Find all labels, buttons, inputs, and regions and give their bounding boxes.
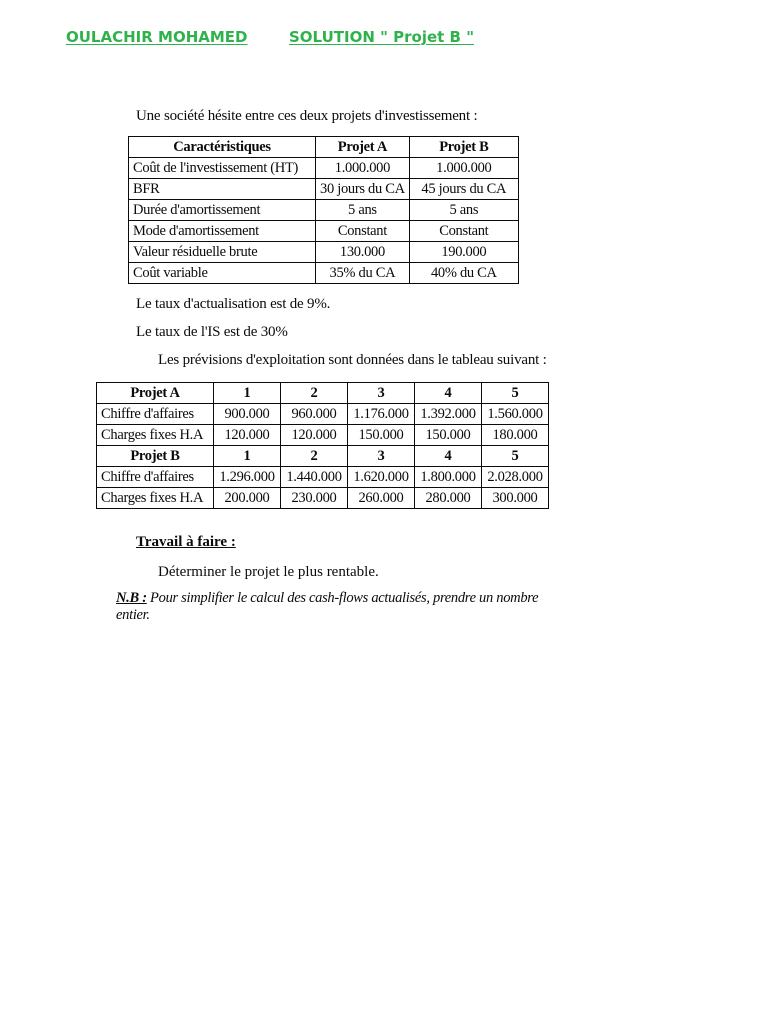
table-cell: 40% du CA bbox=[409, 263, 518, 284]
table-cell: 1.440.000 bbox=[281, 467, 348, 488]
table-cell: Chiffre d'affaires bbox=[97, 404, 214, 425]
todo-title: Travail à faire : bbox=[136, 534, 236, 550]
table-cell: 300.000 bbox=[482, 488, 549, 509]
scanned-exercise bbox=[90, 100, 570, 623]
table-cell: Projet A bbox=[316, 137, 410, 158]
table-cell: 120.000 bbox=[281, 425, 348, 446]
table-cell: Durée d'amortissement bbox=[129, 200, 316, 221]
table-row bbox=[97, 425, 549, 446]
table-cell: 4 bbox=[415, 383, 482, 404]
forecast-table bbox=[96, 382, 549, 509]
table-cell: 230.000 bbox=[281, 488, 348, 509]
table-cell: 1 bbox=[214, 383, 281, 404]
table-cell: 5 ans bbox=[409, 200, 518, 221]
tax-rate-text: Le taux de l'IS est de 30% bbox=[136, 324, 288, 340]
table-cell: Coût variable bbox=[129, 263, 316, 284]
table-cell: 3 bbox=[348, 446, 415, 467]
table-cell: 30 jours du CA bbox=[316, 179, 410, 200]
table-row bbox=[97, 404, 549, 425]
table-cell: Projet A bbox=[97, 383, 214, 404]
table-cell: 130.000 bbox=[316, 242, 410, 263]
table-row bbox=[129, 242, 519, 263]
table-cell: 900.000 bbox=[214, 404, 281, 425]
table-cell: 1.176.000 bbox=[348, 404, 415, 425]
table-cell: Chiffre d'affaires bbox=[97, 467, 214, 488]
nb-label: N.B : bbox=[116, 590, 147, 606]
table-cell: Caractéristiques bbox=[129, 137, 316, 158]
table-cell: 1 bbox=[214, 446, 281, 467]
table-cell: 150.000 bbox=[415, 425, 482, 446]
forecast-intro-text: Les prévisions d'exploitation sont données dans le tableau suivant : bbox=[158, 352, 547, 368]
table-row bbox=[129, 179, 519, 200]
table-cell: 4 bbox=[415, 446, 482, 467]
table-row bbox=[129, 158, 519, 179]
table-cell: Constant bbox=[316, 221, 410, 242]
table-cell: 1.296.000 bbox=[214, 467, 281, 488]
table-cell: 1.620.000 bbox=[348, 467, 415, 488]
table-cell: 260.000 bbox=[348, 488, 415, 509]
table-cell: Charges fixes H.A bbox=[97, 425, 214, 446]
table-cell: 180.000 bbox=[482, 425, 549, 446]
table-cell: 1.560.000 bbox=[482, 404, 549, 425]
table-cell: 190.000 bbox=[409, 242, 518, 263]
table-cell: Coût de l'investissement (HT) bbox=[129, 158, 316, 179]
table-row bbox=[97, 488, 549, 509]
nb-note bbox=[116, 590, 570, 624]
table-cell: 960.000 bbox=[281, 404, 348, 425]
table-cell: Projet B bbox=[409, 137, 518, 158]
table-cell: 200.000 bbox=[214, 488, 281, 509]
table-cell: 5 bbox=[482, 383, 549, 404]
table-cell: 5 bbox=[482, 446, 549, 467]
table-cell: 3 bbox=[348, 383, 415, 404]
table-cell: 1.800.000 bbox=[415, 467, 482, 488]
table-row bbox=[129, 263, 519, 284]
table-cell: Charges fixes H.A bbox=[97, 488, 214, 509]
table-cell: 1.000.000 bbox=[316, 158, 410, 179]
table-cell: Valeur résiduelle brute bbox=[129, 242, 316, 263]
table-cell: 280.000 bbox=[415, 488, 482, 509]
task-text: Déterminer le projet le plus rentable. bbox=[158, 564, 379, 580]
table-row bbox=[129, 200, 519, 221]
table-header-row bbox=[129, 137, 519, 158]
table-cell: 2.028.000 bbox=[482, 467, 549, 488]
table-cell: Projet B bbox=[97, 446, 214, 467]
table-header-row bbox=[97, 446, 549, 467]
table-cell: 45 jours du CA bbox=[409, 179, 518, 200]
characteristics-table bbox=[128, 136, 519, 284]
table-cell: 1.392.000 bbox=[415, 404, 482, 425]
table-row bbox=[129, 221, 519, 242]
table-cell: 150.000 bbox=[348, 425, 415, 446]
intro-text: Une société hésite entre ces deux projets d'investissement : bbox=[136, 108, 478, 124]
table-cell: 2 bbox=[281, 383, 348, 404]
author-name: OULACHIR MOHAMED bbox=[66, 28, 248, 46]
table-header-row bbox=[97, 383, 549, 404]
table-cell: 2 bbox=[281, 446, 348, 467]
table-cell: 5 ans bbox=[316, 200, 410, 221]
table-cell: Constant bbox=[409, 221, 518, 242]
table-cell: 35% du CA bbox=[316, 263, 410, 284]
table-cell: 1.000.000 bbox=[409, 158, 518, 179]
table-cell: 120.000 bbox=[214, 425, 281, 446]
table-cell: Mode d'amortissement bbox=[129, 221, 316, 242]
discount-rate-text: Le taux d'actualisation est de 9%. bbox=[136, 296, 331, 312]
solution-title: SOLUTION " Projet B " bbox=[289, 28, 475, 46]
table-cell: BFR bbox=[129, 179, 316, 200]
nb-text: Pour simplifier le calcul des cash-flows actualisés, prendre un nombre entier. bbox=[116, 590, 539, 623]
table-row bbox=[97, 467, 549, 488]
